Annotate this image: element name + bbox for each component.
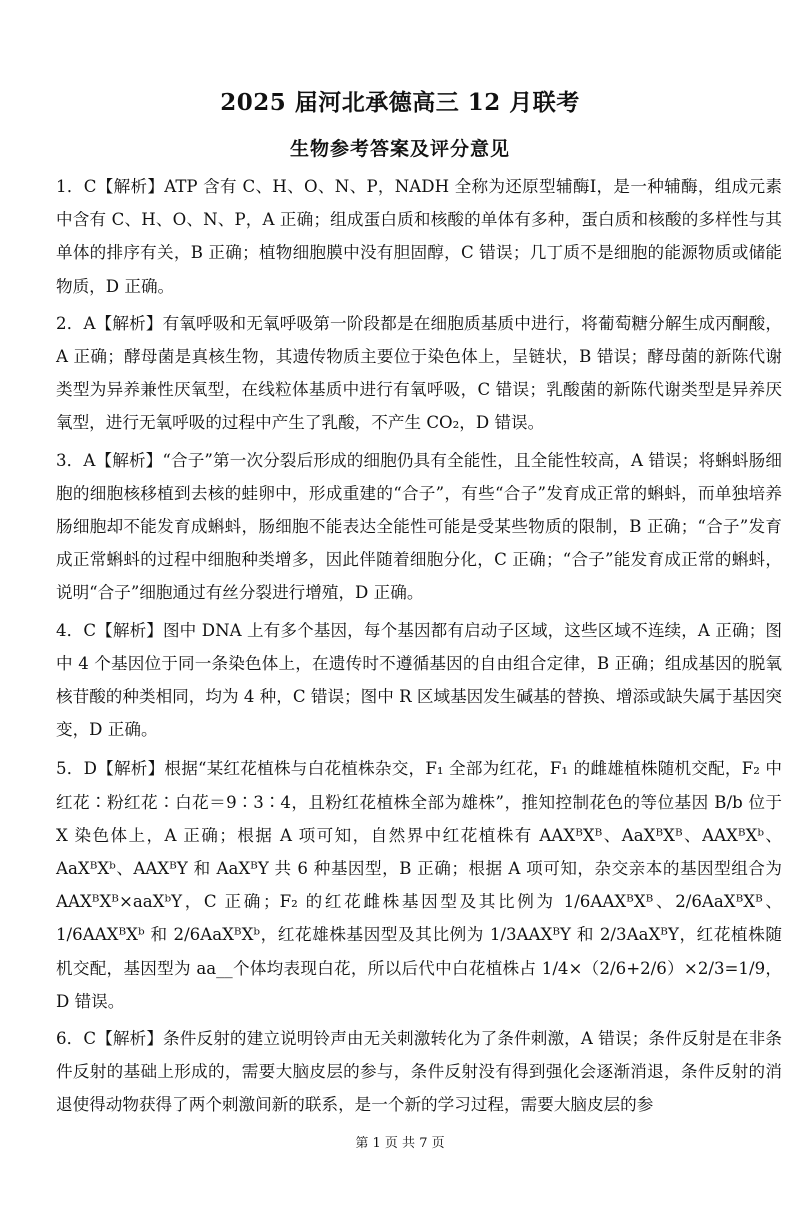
page-number: 第 1 页 共 7 页 [355, 1136, 445, 1151]
document-subtitle: 生物参考答案及评分意见 [289, 138, 510, 160]
document-title: 2025 届河北承德高三 12 月联考 [220, 89, 580, 116]
answer-item-5: 5．D【解析】根据“某红花植株与白花植株杂交，F₁ 全部为红花，F₁ 的雌雄植株随机交配，F₂ 中红花∶粉红花∶白花＝9∶3∶4，且粉红花植株全部为雄株”，推知控制花色的等位基因 B/b 位于 X 染色体上，A 正确；根据 A 项可知，自然界中红花植株有 AAXᴮXᴮ、AaXᴮXᴮ、AAXᴮXᵇ、AaXᴮXᵇ、AAXᴮY 和 AaXᴮY 共 6 种基因型，B 正确；根据 A 项可知，杂交亲本的基因型组合为 AAXᴮXᴮ×aaXᵇY，C 正确；F₂ 的红花雌株基因型及其比例为 1/6AAXᴮXᴮ、2/6AaXᴮXᴮ、1/6AAXᴮXᵇ 和 2/6AaXᴮXᵇ，红花雄株基因型及其比例为 1/3AAXᴮY 和 2/3AaXᴮY，红花植株随机交配，基因型为 aa__个体均表现白花，所以后代中白花植株占 1/4×（2/6+2/6）×2/3=1/9，D 错误。 [56, 759, 782, 1011]
answer-item-1: 1．C【解析】ATP 含有 C、H、O、N、P，NADH 全称为还原型辅酶Ⅰ，是一种辅酶，组成元素中含有 C、H、O、N、P，A 正确；组成蛋白质和核酸的单体有多种，蛋白质和核酸的多样性与其单体的排序有关，B 正确；植物细胞膜中没有胆固醇，C 错误；几丁质不是细胞的能源物质或储能物质，D 正确。 [56, 177, 782, 296]
answer-list [56, 170, 782, 1126]
answer-item-4: 4．C【解析】图中 DNA 上有多个基因，每个基因都有启动子区域，这些区域不连续，A 正确；图中 4 个基因位于同一条染色体上，在遗传时不遵循基因的自由组合定律，B 正确；组成基因的脱氧核苷酸的种类相同，均为 4 种，C 错误；图中 R 区域基因发生碱基的替换、增添或缺失属于基因突变，D 正确。 [56, 620, 782, 740]
answer-item-3: 3．A【解析】“合子”第一次分裂后形成的细胞仍具有全能性，且全能性较高，A 错误；将蝌蚪肠细胞的细胞核移植到去核的蛙卵中，形成重建的“合子”，有些“合子”发育成正常的蝌蚪，而单独培养肠细胞却不能发育成蝌蚪，肠细胞不能表达全能性可能是受某些物质的限制，B 正确；“合子”发育成正常蝌蚪的过程中细胞种类增多，因此伴随着细胞分化，C 正确；“合子”能发育成正常的蝌蚪，说明“合子”细胞通过有丝分裂进行增殖，D 正确。 [56, 450, 782, 603]
answer-item-6: 6．C【解析】条件反射的建立说明铃声由无关刺激转化为了条件刺激，A 错误；条件反射是在非条件反射的基础上形成的，需要大脑皮层的参与，条件反射没有得到强化会逐渐消退，条件反射的消退使得动物获得了两个刺激间新的联系，是一个新的学习过程，需要大脑皮层的参 [56, 1029, 782, 1115]
answer-item-2: 2．A【解析】有氧呼吸和无氧呼吸第一阶段都是在细胞质基质中进行，将葡萄糖分解生成丙酮酸，A 正确；酵母菌是真核生物，其遗传物质主要位于染色体上，呈链状，B 错误；酵母菌的新陈代谢类型为异养兼性厌氧型，在线粒体基质中进行有氧呼吸，C 错误；乳酸菌的新陈代谢类型是异养厌氧型，进行无氧呼吸的过程中产生了乳酸，不产生 CO₂，D 错误。 [56, 313, 782, 433]
